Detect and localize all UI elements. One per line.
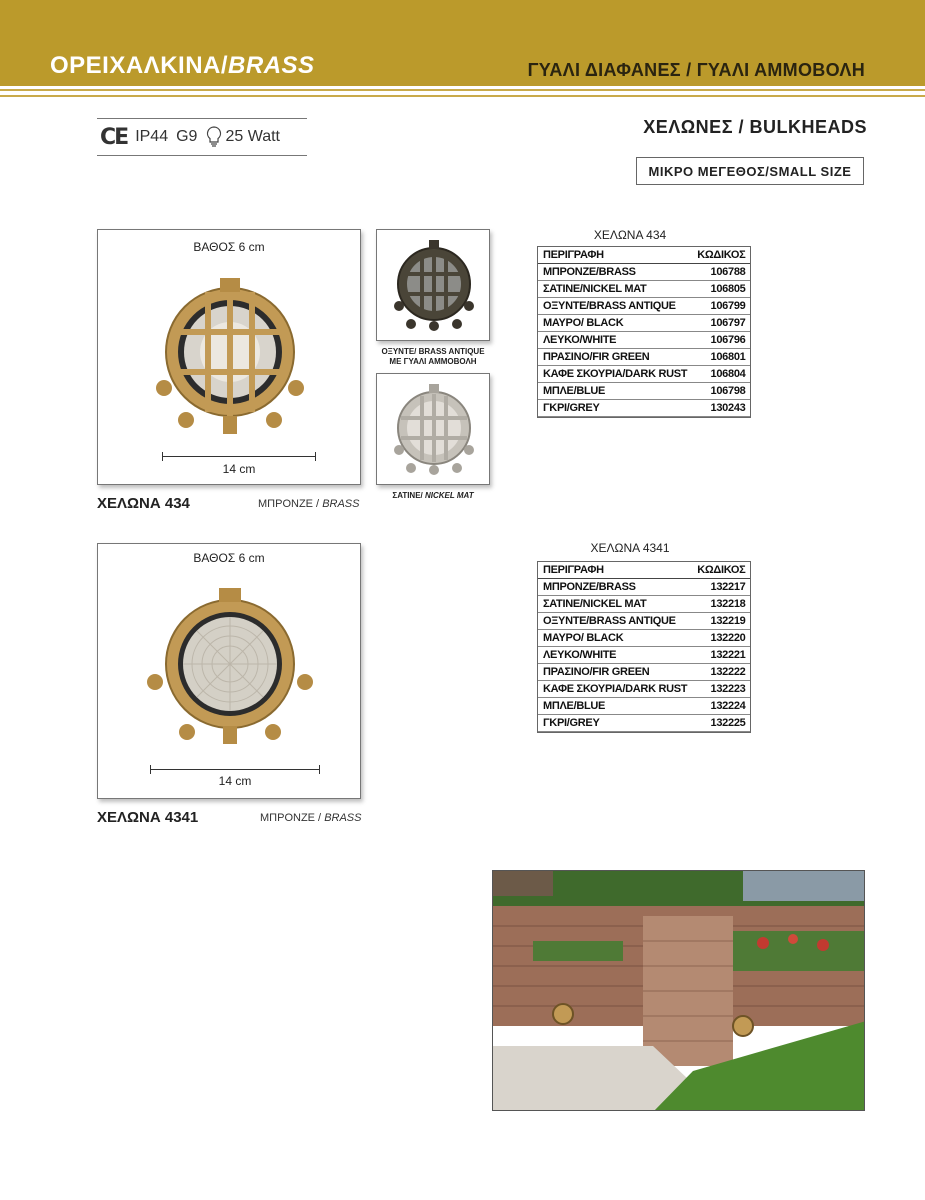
description-cell: ΜΑΥΡΟ/ BLACK	[538, 630, 692, 647]
column-header: ΚΩΔΙΚΟΣ	[692, 247, 750, 264]
glass-types: ΓΥΑΛΙ ΔΙΑΦΑΝΕΣ / ΓΥΑΛΙ ΑΜΜΟΒΟΛΗ	[527, 60, 865, 80]
table-row	[538, 596, 750, 613]
table-row	[538, 647, 750, 664]
table-row	[538, 698, 750, 715]
table-row	[538, 366, 750, 383]
code-cell: 106805	[692, 281, 750, 298]
section-title: ΧΕΛΩΝΕΣ / BULKHEADS	[643, 117, 867, 137]
column-header: ΚΩΔΙΚΟΣ	[692, 562, 750, 579]
bulkhead-lamp-image	[389, 382, 479, 477]
code-table	[537, 246, 751, 418]
wattage: 25 Watt	[225, 128, 280, 145]
product-material: ΜΠΡΟΝΖΕ / BRASS	[258, 498, 360, 510]
table-row	[538, 332, 750, 349]
description-cell: ΛΕΥΚΟ/WHITE	[538, 647, 692, 664]
spec-top-rule	[97, 118, 307, 119]
code-cell: 132221	[692, 647, 750, 664]
ip-rating: IP44	[135, 128, 169, 145]
header-divider	[0, 95, 925, 97]
width-dimension-line	[162, 452, 316, 461]
spec-bottom-rule	[97, 155, 307, 156]
table-row	[538, 281, 750, 298]
garden-installation-photo	[492, 870, 865, 1111]
code-cell: 132217	[692, 579, 750, 596]
code-cell: 106801	[692, 349, 750, 366]
product-name: ΧΕΛΩΝΑ 4341	[97, 809, 199, 826]
code-cell: 132222	[692, 664, 750, 681]
product-name: ΧΕΛΩΝΑ 434	[97, 495, 190, 512]
bulkhead-lamp-image	[150, 270, 310, 440]
code-cell: 132225	[692, 715, 750, 732]
description-cell: ΜΠΛΕ/BLUE	[538, 383, 692, 400]
code-cell: 106804	[692, 366, 750, 383]
table-row	[538, 298, 750, 315]
code-cell: 106797	[692, 315, 750, 332]
variant-image-brass-antique	[376, 229, 490, 341]
code-cell: 106799	[692, 298, 750, 315]
variant-caption-nickel-mat: ΣΑΤΙΝΕ/ NICKEL MAT	[392, 491, 474, 500]
code-cell: 132220	[692, 630, 750, 647]
description-cell: ΜΠΡΟΝΖΕ/BRASS	[538, 579, 692, 596]
table-row	[538, 630, 750, 647]
code-cell: 130243	[692, 400, 750, 417]
table-row	[538, 613, 750, 630]
table-row	[538, 383, 750, 400]
code-cell: 132218	[692, 596, 750, 613]
code-cell: 106788	[692, 264, 750, 281]
table-row	[538, 681, 750, 698]
code-cell: 106796	[692, 332, 750, 349]
description-cell: ΚΑΦΕ ΣΚΟΥΡΙΑ/DARK RUST	[538, 681, 692, 698]
product-material: ΜΠΡΟΝΖΕ / BRASS	[260, 812, 362, 824]
bulkhead-lamp-image	[145, 584, 315, 754]
product-image-box	[97, 543, 361, 799]
table-row	[538, 579, 750, 596]
description-cell: ΜΑΥΡΟ/ BLACK	[538, 315, 692, 332]
spec-row	[100, 124, 280, 150]
category-title: ΟΡΕΙΧΑΛΚΙΝΑ/BRASS	[50, 52, 315, 79]
socket-type: G9	[176, 128, 198, 145]
depth-label: ΒΑΘΟΣ 6 cm	[193, 551, 265, 565]
table-row	[538, 400, 750, 417]
variant-caption-brass-antique: ΟΞΥΝΤΕ/ BRASS ANTIQUE ΜΕ ΓΥΑΛΙ ΑΜΜΟΒΟΛΗ	[381, 347, 485, 366]
bulkhead-lamp-image	[389, 238, 479, 333]
code-cell: 132224	[692, 698, 750, 715]
table-row	[538, 315, 750, 332]
code-cell: 106798	[692, 383, 750, 400]
description-cell: ΓΚΡΙ/GREY	[538, 400, 692, 417]
product-image-box	[97, 229, 361, 485]
depth-label: ΒΑΘΟΣ 6 cm	[193, 240, 265, 254]
description-cell: ΛΕΥΚΟ/WHITE	[538, 332, 692, 349]
description-cell: ΓΚΡΙ/GREY	[538, 715, 692, 732]
code-cell: 132223	[692, 681, 750, 698]
description-cell: ΣΑΤΙΝΕ/NICKEL MAT	[538, 281, 692, 298]
table-title: ΧΕΛΩΝΑ 4341	[590, 541, 670, 555]
code-table	[537, 561, 751, 733]
description-cell: ΠΡΑΣΙΝΟ/FIR GREEN	[538, 664, 692, 681]
variant-image-nickel-mat	[376, 373, 490, 485]
width-label: 14 cm	[222, 462, 256, 476]
ce-mark: CE	[100, 124, 128, 150]
width-label: 14 cm	[218, 774, 252, 788]
table-title: ΧΕΛΩΝΑ 434	[593, 228, 667, 242]
header-divider	[0, 89, 925, 91]
description-cell: ΜΠΡΟΝΖΕ/BRASS	[538, 264, 692, 281]
table-row	[538, 349, 750, 366]
description-cell: ΚΑΦΕ ΣΚΟΥΡΙΑ/DARK RUST	[538, 366, 692, 383]
bulb-icon	[205, 125, 223, 149]
description-cell: ΟΞΥΝΤΕ/BRASS ANTIQUE	[538, 613, 692, 630]
width-dimension-line	[150, 765, 320, 774]
column-header: ΠΕΡΙΓΡΑΦΗ	[538, 562, 692, 579]
description-cell: ΣΑΤΙΝΕ/NICKEL MAT	[538, 596, 692, 613]
table-row	[538, 264, 750, 281]
description-cell: ΠΡΑΣΙΝΟ/FIR GREEN	[538, 349, 692, 366]
size-label: ΜΙΚΡΟ ΜΕΓΕΘΟΣ/SMALL SIZE	[636, 157, 864, 185]
table-row	[538, 664, 750, 681]
description-cell: ΜΠΛΕ/BLUE	[538, 698, 692, 715]
table-row	[538, 715, 750, 732]
column-header: ΠΕΡΙΓΡΑΦΗ	[538, 247, 692, 264]
code-cell: 132219	[692, 613, 750, 630]
description-cell: ΟΞΥΝΤΕ/BRASS ANTIQUE	[538, 298, 692, 315]
